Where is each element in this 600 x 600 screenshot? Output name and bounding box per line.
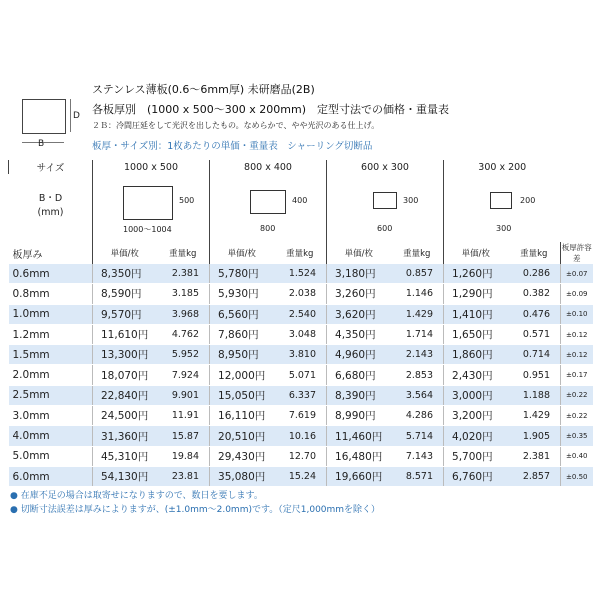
price-cell: 45,310円	[93, 446, 157, 466]
price-cell: 11,460円	[327, 426, 391, 446]
price-cell: 4,960円	[327, 345, 391, 365]
weight-cell: 15.24	[274, 466, 327, 486]
page-title-line1: ステンレス薄板(0.6〜6mm厚) 未研磨品(2B)	[92, 83, 315, 96]
weight-cell: 4.286	[391, 406, 444, 426]
thickness-cell: 1.2mm	[9, 324, 93, 344]
price-cell: 3,180円	[327, 264, 391, 284]
tolerance-cell: ±0.50	[561, 466, 593, 486]
price-cell: 22,840円	[93, 385, 157, 405]
weight-cell: 23.81	[157, 466, 210, 486]
weight-cell: 19.84	[157, 446, 210, 466]
price-cell: 8,990円	[327, 406, 391, 426]
price-cell: 5,700円	[444, 446, 508, 466]
col-weight-header: 重量kg	[403, 249, 431, 259]
thickness-cell: 4.0mm	[9, 426, 93, 446]
price-cell: 6,560円	[210, 304, 274, 324]
weight-cell: 0.951	[508, 365, 561, 385]
price-cell: 1,650円	[444, 324, 508, 344]
price-cell: 12,000円	[210, 365, 274, 385]
table-row	[9, 466, 593, 486]
dim-d: 200	[520, 196, 536, 205]
footnote-stock: ● 在庫不足の場合は取寄せになりますので、数日を要します。	[10, 491, 263, 501]
table-row	[9, 345, 593, 365]
price-cell: 3,000円	[444, 385, 508, 405]
weight-cell: 10.16	[274, 426, 327, 446]
price-cell: 16,110円	[210, 406, 274, 426]
bd-label: B・D (mm)	[37, 193, 64, 218]
diagram-b-label: B	[38, 139, 45, 149]
col-weight-header: 重量kg	[169, 249, 197, 259]
footnote-tolerance: ● 切断寸法誤差は厚みによりますが、(±1.0mm〜2.0mm)です。（定尺1,000mmを除く）	[10, 505, 381, 515]
weight-cell: 8.571	[391, 466, 444, 486]
price-cell: 8,350円	[93, 264, 157, 284]
diagram-d-dimension-line	[70, 99, 71, 132]
weight-cell: 1.714	[391, 324, 444, 344]
price-cell: 20,510円	[210, 426, 274, 446]
weight-cell: 2.381	[508, 446, 561, 466]
thickness-cell: 1.0mm	[9, 304, 93, 324]
weight-cell: 3.185	[157, 284, 210, 304]
size-header: サイズ	[9, 160, 93, 174]
col-price-header: 単価/枚	[327, 242, 391, 264]
weight-cell: 0.382	[508, 284, 561, 304]
col-tolerance-header: 板厚許容差	[561, 243, 592, 263]
table-row	[9, 284, 593, 304]
size-illustration	[210, 174, 327, 242]
sheet-shape-icon	[490, 192, 512, 209]
diagram-d-label: D	[73, 111, 80, 121]
price-cell: 1,260円	[444, 264, 508, 284]
col-price-header: 単価/枚	[93, 242, 157, 264]
tolerance-cell: ±0.22	[561, 385, 593, 405]
tolerance-cell: ±0.12	[561, 324, 593, 344]
thickness-cell: 0.6mm	[9, 264, 93, 284]
price-cell: 1,410円	[444, 304, 508, 324]
price-cell: 3,260円	[327, 284, 391, 304]
weight-cell: 3.048	[274, 324, 327, 344]
tolerance-cell: ±0.35	[561, 426, 593, 446]
price-cell: 6,680円	[327, 365, 391, 385]
thickness-cell: 6.0mm	[9, 466, 93, 486]
table-row	[9, 365, 593, 385]
table-row	[9, 385, 593, 405]
price-cell: 31,360円	[93, 426, 157, 446]
weight-cell: 2.540	[274, 304, 327, 324]
weight-cell: 4.762	[157, 324, 210, 344]
col-thickness-header: 板厚み	[12, 249, 43, 261]
weight-cell: 1.146	[391, 284, 444, 304]
finish-2b-note: ２Ｂ：冷間圧延をして光沢を出したもの。なめらかで、やや光沢のある仕上げ。	[92, 121, 380, 130]
size-illustration	[93, 174, 210, 242]
weight-cell: 2.038	[274, 284, 327, 304]
weight-cell: 6.337	[274, 385, 327, 405]
price-cell: 13,300円	[93, 345, 157, 365]
weight-cell: 2.857	[508, 466, 561, 486]
weight-cell: 7.143	[391, 446, 444, 466]
thickness-cell: 3.0mm	[9, 406, 93, 426]
dim-b: 1000〜1004	[123, 225, 172, 234]
price-weight-table	[8, 160, 593, 487]
price-cell: 24,500円	[93, 406, 157, 426]
thickness-cell: 2.5mm	[9, 385, 93, 405]
weight-cell: 1.524	[274, 264, 327, 284]
table-row	[9, 324, 593, 344]
price-cell: 15,050円	[210, 385, 274, 405]
price-cell: 16,480円	[327, 446, 391, 466]
dim-b: 800	[260, 224, 276, 233]
table-row	[9, 304, 593, 324]
price-cell: 8,590円	[93, 284, 157, 304]
price-cell: 4,350円	[327, 324, 391, 344]
weight-cell: 0.571	[508, 324, 561, 344]
weight-cell: 2.381	[157, 264, 210, 284]
tolerance-cell: ±0.12	[561, 345, 593, 365]
price-cell: 8,950円	[210, 345, 274, 365]
weight-cell: 1.905	[508, 426, 561, 446]
weight-cell: 2.853	[391, 365, 444, 385]
page-title-line2: 各板厚別 (1000 x 500〜300 x 200mm) 定型寸法での価格・重量表	[92, 103, 449, 116]
weight-cell: 1.429	[508, 406, 561, 426]
tolerance-cell: ±0.40	[561, 446, 593, 466]
size-group-header: 300 x 200	[444, 160, 561, 174]
weight-cell: 0.714	[508, 345, 561, 365]
col-weight-header: 重量kg	[520, 249, 548, 259]
weight-cell: 5.071	[274, 365, 327, 385]
sheet-shape-icon	[123, 186, 173, 220]
price-cell: 29,430円	[210, 446, 274, 466]
weight-cell: 7.619	[274, 406, 327, 426]
dim-b: 600	[377, 224, 393, 233]
dim-d: 500	[179, 196, 195, 205]
col-price-header: 単価/枚	[210, 242, 274, 264]
weight-cell: 1.188	[508, 385, 561, 405]
col-price-header: 単価/枚	[444, 242, 508, 264]
table-row	[9, 426, 593, 446]
table-subtitle: 板厚・サイズ別：1枚あたりの単価・重量表 シャーリング切断品	[92, 141, 373, 152]
size-group-header: 800 x 400	[210, 160, 327, 174]
weight-cell: 5.952	[157, 345, 210, 365]
price-cell: 6,760円	[444, 466, 508, 486]
weight-cell: 2.143	[391, 345, 444, 365]
price-cell: 1,290円	[444, 284, 508, 304]
sheet-shape-icon	[373, 192, 397, 209]
size-diagram-rect	[22, 99, 66, 134]
weight-cell: 0.857	[391, 264, 444, 284]
table-row	[9, 406, 593, 426]
dim-b: 300	[496, 224, 512, 233]
weight-cell: 0.286	[508, 264, 561, 284]
tolerance-cell: ±0.09	[561, 284, 593, 304]
tolerance-cell: ±0.07	[561, 264, 593, 284]
weight-cell: 3.810	[274, 345, 327, 365]
tolerance-cell: ±0.22	[561, 406, 593, 426]
weight-cell: 7.924	[157, 365, 210, 385]
weight-cell: 1.429	[391, 304, 444, 324]
table-row	[9, 264, 593, 284]
thickness-cell: 0.8mm	[9, 284, 93, 304]
dim-d: 400	[292, 196, 308, 205]
size-group-header: 1000 x 500	[93, 160, 210, 174]
thickness-cell: 2.0mm	[9, 365, 93, 385]
weight-cell: 5.714	[391, 426, 444, 446]
size-illustration	[327, 174, 444, 242]
weight-cell: 11.91	[157, 406, 210, 426]
price-cell: 8,390円	[327, 385, 391, 405]
weight-cell: 3.968	[157, 304, 210, 324]
col-weight-header: 重量kg	[286, 249, 314, 259]
dim-d: 300	[403, 196, 419, 205]
sheet-shape-icon	[250, 190, 286, 214]
price-cell: 3,200円	[444, 406, 508, 426]
table-row	[9, 446, 593, 466]
price-cell: 7,860円	[210, 324, 274, 344]
bd-label-cell	[9, 174, 93, 242]
price-cell: 18,070円	[93, 365, 157, 385]
price-cell: 54,130円	[93, 466, 157, 486]
price-cell: 1,860円	[444, 345, 508, 365]
size-group-header: 600 x 300	[327, 160, 444, 174]
price-cell: 35,080円	[210, 466, 274, 486]
price-cell: 4,020円	[444, 426, 508, 446]
price-cell: 11,610円	[93, 324, 157, 344]
weight-cell: 9.901	[157, 385, 210, 405]
weight-cell: 15.87	[157, 426, 210, 446]
thickness-cell: 1.5mm	[9, 345, 93, 365]
weight-cell: 12.70	[274, 446, 327, 466]
tolerance-cell: ±0.17	[561, 365, 593, 385]
price-cell: 5,930円	[210, 284, 274, 304]
price-cell: 2,430円	[444, 365, 508, 385]
price-cell: 3,620円	[327, 304, 391, 324]
price-cell: 19,660円	[327, 466, 391, 486]
tolerance-cell: ±0.10	[561, 304, 593, 324]
weight-cell: 0.476	[508, 304, 561, 324]
price-cell: 9,570円	[93, 304, 157, 324]
size-illustration	[444, 174, 561, 242]
price-cell: 5,780円	[210, 264, 274, 284]
thickness-cell: 5.0mm	[9, 446, 93, 466]
weight-cell: 3.564	[391, 385, 444, 405]
